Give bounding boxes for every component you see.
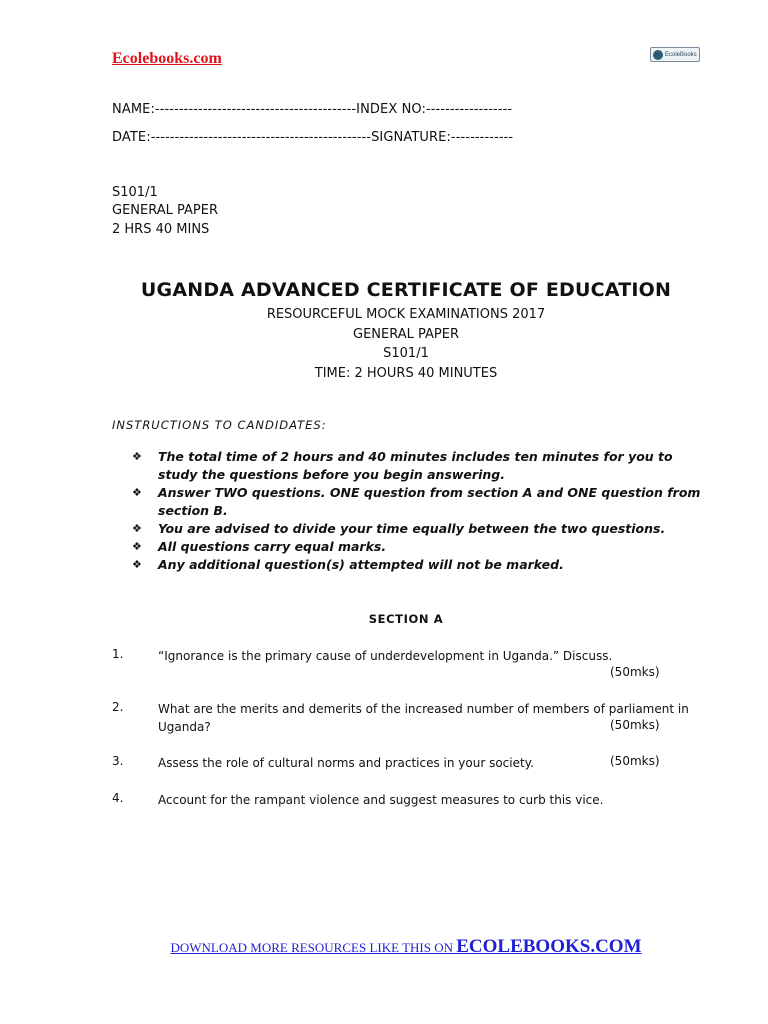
ecolebooks-logo bbox=[650, 47, 700, 62]
exam-subject: GENERAL PAPER bbox=[353, 327, 459, 342]
instruction-text: Any additional question(s) attempted will not be marked. bbox=[158, 557, 564, 572]
paper-code: S101/1 bbox=[112, 185, 158, 200]
diamond-bullet-icon: ❖ bbox=[132, 486, 142, 499]
exam-time: TIME: 2 HOURS 40 MINUTES bbox=[314, 366, 498, 381]
logo-text: EcoleBooks bbox=[665, 51, 697, 58]
instruction-item bbox=[132, 538, 712, 556]
question-text: What are the merits and demerits of the increased number of members of parliament in Uganda? bbox=[158, 702, 689, 734]
diamond-bullet-icon: ❖ bbox=[132, 450, 142, 463]
name-index-row: NAME:------------------------------------------INDEX NO:------------------ bbox=[112, 102, 513, 117]
paper-duration: 2 HRS 40 MINS bbox=[112, 222, 210, 237]
instructions-list bbox=[132, 448, 712, 574]
diamond-bullet-icon: ❖ bbox=[132, 522, 142, 535]
exam-name: RESOURCEFUL MOCK EXAMINATIONS 2017 bbox=[266, 307, 546, 322]
footer-prefix: DOWNLOAD MORE RESOURCES LIKE THIS ON bbox=[170, 940, 457, 955]
exam-heading: UGANDA ADVANCED CERTIFICATE OF EDUCATION bbox=[140, 279, 672, 301]
instruction-item bbox=[132, 556, 712, 574]
question-text: “Ignorance is the primary cause of underdevelopment in Uganda.” Discuss. bbox=[158, 649, 613, 663]
diamond-bullet-icon: ❖ bbox=[132, 540, 142, 553]
question-marks: (50mks) bbox=[610, 718, 660, 732]
question-number: 3. bbox=[112, 754, 124, 768]
question-text: Assess the role of cultural norms and practices in your society. bbox=[158, 756, 534, 770]
exam-code: S101/1 bbox=[383, 346, 429, 361]
instruction-item bbox=[132, 484, 712, 520]
footer-site: ECOLEBOOKS.COM bbox=[456, 936, 642, 957]
logo-globe-icon bbox=[653, 50, 663, 60]
diamond-bullet-icon: ❖ bbox=[132, 558, 142, 571]
instruction-text: All questions carry equal marks. bbox=[158, 539, 387, 554]
download-footer-link[interactable] bbox=[0, 936, 768, 958]
date-signature-row: DATE:----------------------------------------------SIGNATURE:------------- bbox=[112, 130, 514, 145]
section-a-title: SECTION A bbox=[368, 612, 444, 626]
ecolebooks-link[interactable]: Ecolebooks.com bbox=[112, 50, 222, 67]
instruction-item bbox=[132, 520, 712, 538]
instruction-text: You are advised to divide your time equally between the two questions. bbox=[158, 521, 666, 536]
instructions-title: INSTRUCTIONS TO CANDIDATES: bbox=[112, 418, 327, 432]
question-number: 4. bbox=[112, 791, 124, 805]
question-marks: (50mks) bbox=[610, 754, 660, 768]
question-marks: (50mks) bbox=[610, 665, 660, 679]
instruction-text: Answer TWO questions. ONE question from section A and ONE question from section B. bbox=[158, 485, 701, 518]
instruction-text: The total time of 2 hours and 40 minutes includes ten minutes for you to study the questions before you begin answering. bbox=[158, 449, 673, 482]
question-number: 2. bbox=[112, 700, 124, 714]
instruction-item bbox=[132, 448, 712, 484]
paper-subject: GENERAL PAPER bbox=[112, 203, 218, 218]
question-text: Account for the rampant violence and suggest measures to curb this vice. bbox=[158, 793, 604, 807]
question-number: 1. bbox=[112, 647, 124, 661]
